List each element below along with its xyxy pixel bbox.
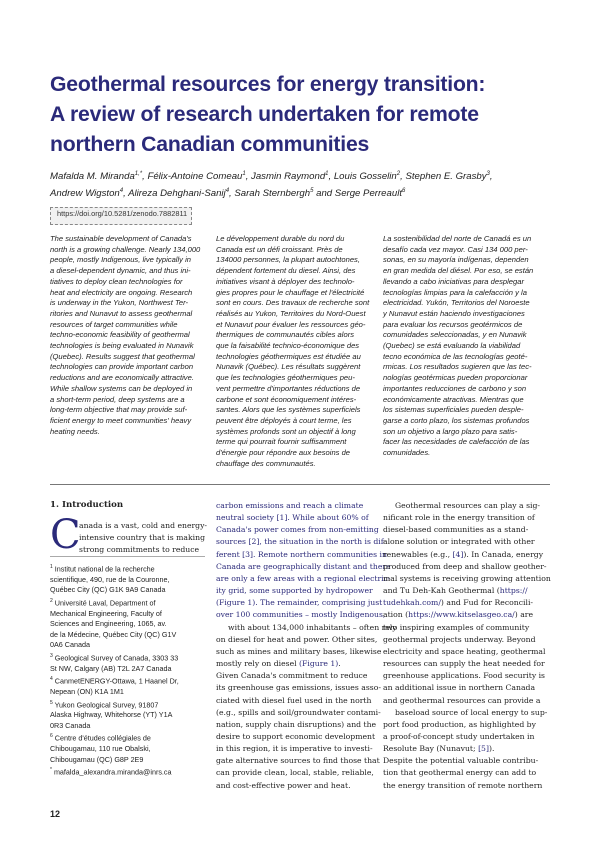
abstract-line: peuvent être déployés à court terme, les (216, 415, 352, 425)
body-line: ation (https://www.kitselasgeo.ca/) are (383, 610, 534, 620)
title-line: A review of research undertaken for remote (50, 103, 479, 126)
footnote-line: 0R3 Canada (50, 720, 91, 730)
footnote-line: Alaska Highway, Whitehorse (YT) Y1A (50, 710, 173, 720)
abstract-line: Le développement durable du nord du (216, 234, 345, 243)
body-line: Geothermal resources can play a sig- (395, 501, 541, 510)
footnote-line: $^3$ Geological Survey of Canada, 3303 33 (50, 652, 179, 663)
footnote-line: $^1$ Institut national de la recherche (50, 564, 155, 574)
footnote-line: * mafalda_alexandra.miranda@inrs.ca (50, 767, 172, 777)
abstract-line: garse a corto plazo, los sistemas profundos (383, 415, 530, 425)
footnote-line: Mechanical Engineering, Faculty of (50, 608, 162, 618)
footnote-line: $^6$ Centre d'études collégiales de (50, 733, 151, 743)
body-line: two inspiring examples of community (383, 622, 530, 632)
body-line: nation, supply chain disruptions) and the (216, 719, 377, 729)
body-line: Despite the potential valuable contribu- (383, 756, 539, 766)
body-line: its greenhouse gas emissions, issues asso- (216, 683, 381, 693)
abstract-line: techno-economic feasibility of geothermal (50, 330, 190, 340)
body-line: tudehkah.com/) and Fud for Reconcili- (383, 598, 534, 608)
body-line: neutral society [1]. While about 60% of (216, 513, 369, 523)
body-line: (e.g., spills and soil/groundwater contami- (216, 707, 381, 717)
abstract-line: La sostenibilidad del norte de Canadá es un (383, 234, 532, 243)
footnote-line: de la Médecine, Québec City (QC) G1V (50, 629, 177, 639)
affiliation-footnotes (50, 562, 210, 778)
section-divider (50, 484, 550, 485)
abstract-line: initiatives visant à déployer des technolo- (216, 276, 355, 286)
body-line: over 100 communities – mostly Indigenous, (216, 610, 386, 620)
abstract-line: económicamente atractivas. Mientras que (383, 394, 524, 404)
abstract-line: en gran medida del diésel. Por eso, se están (383, 266, 534, 276)
author-line: Mafalda M. Miranda$^{1,*}$, Félix-Antoine Comeau$^1$, Jasmin Raymond$^1$, Louis Gosselin$^2$, Stephen E. Grasby$^3$, (50, 171, 493, 183)
abstract-line: ritories and Nunavut to assess geothermal (50, 308, 193, 318)
abstract-line: comunidades seleccionadas, y en Nunavik (383, 330, 527, 340)
body-line: ciated with diesel fuel used in the north (216, 695, 372, 705)
body-line: produced from deep and shallow geother- (383, 561, 547, 571)
abstract-line: sonas, en su mayoría indígenas, dependen (383, 255, 529, 265)
abstract-line: chauffage des communautés. (216, 458, 316, 468)
abstract-line: people, mostly Indigenous, live typically in (50, 255, 191, 265)
abstract-line: a diesel-dependent dynamic, and thus ini- (50, 266, 191, 276)
abstract-line: The sustainable development of Canada's (50, 234, 192, 243)
body-line: desire to support economic development (216, 731, 376, 741)
abstract-line: nologías geotérmicas pueden proporcionar (383, 373, 528, 383)
body-line: Resolute Bay (Nunavut; [5]). (383, 744, 495, 754)
body-line: and cost-effective power and heat. (216, 780, 351, 790)
abstract-line: dépendent fortement du diesel. Ainsi, des (216, 266, 356, 276)
body-line: Canada are geographically distant and there (216, 561, 391, 571)
abstract-line: para evaluar los recursos geotérmicos de (383, 319, 523, 329)
body-line: tion that geothermal energy can add to (383, 768, 537, 778)
abstract-line: tiatives to deploy clean technologies for (50, 276, 183, 286)
body-line: baseload source of local energy to sup- (395, 707, 548, 717)
footnote-line: $^4$ CanmetENERGY-Ottawa, 1 Haanel Dr, (50, 676, 179, 686)
abstract-line: importantes reducciones de carbono y son (383, 383, 527, 393)
abstract-line: 134000 personnes, la plupart autochtones, (216, 255, 360, 265)
page-number: 12 (50, 809, 61, 819)
abstract-line: ficient energy to meet communities' heavy (50, 415, 192, 425)
body-line: are only a few areas with a regional electric- (216, 573, 391, 583)
abstract-line: vent permettre d'importantes réductions de (216, 383, 361, 393)
footnote-line: scientifique, 490, rue de la Couronne, (50, 574, 170, 584)
abstract-line: technologies is being evaluated in Nunavik (50, 341, 194, 351)
title-line: northern Canadian communities (50, 133, 370, 156)
body-line: the energy transition of remote northern (383, 780, 543, 790)
body-line: nificant role in the energy transition of (383, 513, 535, 523)
title-line: Geothermal resources for energy transition: (50, 73, 486, 96)
body-line: port food production, as highlighted by (383, 719, 536, 729)
abstract-line: north is a growing challenge. Nearly 134,000 (50, 244, 201, 254)
abstract-line: technologies can provide important carbon (50, 362, 194, 372)
body-line: in this region, it is imperative to investi- (216, 744, 373, 754)
body-line: a proof-of-concept study undertaken in (383, 731, 535, 741)
intro-column-1 (50, 520, 210, 556)
body-line: can provide clean, local, stable, reliable, (216, 768, 374, 778)
abstract-line: desafío cada vez mayor. Casi 134 000 per- (383, 244, 528, 254)
abstract-line: (Quebec) se está evaluando la viabilidad (383, 341, 521, 351)
body-line: an additional issue in northern Canada (383, 683, 536, 693)
abstract-line: systèmes profonds sont un objectif à long (216, 426, 356, 436)
paper-title (50, 70, 570, 160)
abstract-line: a short-term period, deep systems are a (50, 394, 185, 404)
abstract-line: facer las necesidades de calefacción de las (383, 437, 530, 447)
body-line: diesel-based communities as a stand- (383, 525, 529, 535)
abstract-line: heating needs. (50, 426, 100, 436)
abstract-line: que les technologies géothermiques peu- (216, 373, 355, 383)
abstract-line: tecno económica de las tecnologías geoté- (383, 351, 528, 361)
body-line: gate alternative sources to find those that (216, 756, 380, 766)
body-line: mostly rely on diesel (Figure 1). (216, 659, 341, 669)
abstract-line: santes. Alors que les systèmes superficiels (216, 405, 361, 415)
body-line: Canada's power comes from non-emitting (216, 525, 379, 535)
abstract-line: reductions and are economically attractive. (50, 373, 194, 383)
body-line: and geothermal resources can provide a (383, 695, 541, 705)
footnote-line: Nepean (ON) K1A 1M1 (50, 687, 124, 697)
abstract-line: gies propres pour le chauffage et l'électricité (216, 287, 365, 297)
footnote-line: St NW, Calgary (AB) T2L 2A7 Canada (50, 663, 172, 673)
section-heading: 1. Introduction (50, 500, 124, 510)
body-line: with about 134,000 inhabitants – often rely (228, 622, 397, 632)
abstract-line: resources of target communities while (50, 319, 178, 329)
abstract-line: los sistemas superficiales pueden desple- (383, 405, 524, 415)
body-line: greenhouse applications. Food security is (383, 671, 546, 681)
body-line: ity grid, some supported by hydropower (216, 586, 373, 596)
abstract-spanish (383, 234, 538, 459)
author-list (50, 167, 570, 202)
intro-column-2 (216, 500, 397, 792)
abstract-line: son un objetivo a largo plazo para satis- (383, 426, 518, 436)
abstract-line: heat and electricity are ongoing. Research (50, 287, 193, 297)
abstract-line: rmicas. Los resultados sugieren que las tec- (383, 362, 532, 372)
footnote-line: $^2$ Université Laval, Department of (50, 597, 156, 608)
abstract-english (50, 234, 205, 437)
abstract-line: Canada est un défi croissant. Près de (216, 244, 343, 254)
abstract-line: thermiques de communautés cibles alors (216, 330, 355, 340)
abstract-line: is underway in the Yukon, Northwest Ter- (50, 298, 189, 308)
body-line: electricity and space heating, geothermal (383, 646, 546, 656)
intro-column-3 (383, 500, 551, 792)
abstract-french (216, 234, 371, 469)
abstract-line: y Nunavut están haciendo investigaciones (383, 308, 525, 318)
body-line: renewables (e.g., [4]). In Canada, energy (383, 549, 544, 559)
footnote-line: $^5$ Yukon Geological Survey, 91807 (50, 699, 159, 709)
abstract-line: (Quebec). Results suggest that geothermal (50, 351, 195, 361)
body-line: geothermal projects underway. Beyond (383, 634, 536, 644)
abstract-line: d'énergie pour répondre aux besoins de (216, 448, 351, 458)
footnote-line: 0A6 Canada (50, 640, 90, 650)
body-line: on diesel for heat and power. Other sites, (216, 634, 378, 644)
body-line: intensive country that is making (79, 533, 205, 543)
abstract-line: carbone et sont économiquement intéres- (216, 394, 357, 404)
abstract-line: comunidades. (383, 448, 431, 458)
abstract-line: réalisés au Yukon, Territoires du Nord-Ouest (216, 308, 366, 318)
abstract-line: terme qui pourrait fournir suffisamment (216, 437, 347, 447)
abstract-line: While shallow systems can be deployed in (50, 383, 193, 393)
body-line: and Tu Deh-Kah Geothermal (https:// (383, 586, 528, 596)
abstract-line: que la faisabilité technico-économique des (216, 341, 360, 351)
author-line: Andrew Wigston$^4$, Alireza Dehghani-Sanij$^4$, Sarah Sternbergh$^5$ and Serge Perreault$^6$ (50, 188, 406, 200)
body-line: anada is a vast, cold and energy- (79, 521, 208, 530)
body-line: carbon emissions and reach a climate (216, 501, 364, 510)
doi-link[interactable]: https://doi.org/10.5281/zenodo.7882811 (57, 209, 188, 218)
abstract-line: tecnologías limpias para la calefacción y la (383, 287, 527, 297)
footnote-rule (50, 556, 205, 557)
abstract-line: Nunavik (Québec). Les résultats suggèrent (216, 362, 361, 372)
footnote-line: Chibougamau (QC) G8P 2E9 (50, 754, 144, 764)
footnote-line: Chibougamau, 110 rue Obalski, (50, 744, 151, 754)
body-line: strong commitments to reduce (79, 545, 200, 555)
body-line: mal systems is receiving growing attention (383, 573, 551, 583)
body-line: resources can supply the heat needed for (383, 659, 545, 669)
footnote-line: Sciences and Engineering, 1065, av. (50, 619, 167, 629)
body-line: such as mines and military bases, likewise (216, 646, 382, 656)
abstract-line: technologies géothermiques est étudiée au (216, 351, 361, 361)
body-line: alone solution or integrated with other (383, 537, 535, 547)
abstract-line: long-term objective that may provide suf- (50, 405, 188, 415)
drop-cap: C (50, 512, 81, 558)
abstract-line: llevando a cabo iniciativas para desplegar (383, 276, 524, 286)
body-line: (Figure 1). The remainder, comprising just (216, 598, 383, 608)
body-line: Given Canada's commitment to reduce (216, 671, 368, 681)
footnote-line: Québec City (QC) G1K 9A9 Canada (50, 585, 166, 595)
abstract-line: et Nunavut pour évaluer les ressources géo- (216, 319, 366, 329)
abstract-line: sont en cours. Des travaux de recherche sont (216, 298, 370, 308)
body-line: ferent [3]. Remote northern communities in (216, 549, 387, 559)
body-line: sources [2], the situation in the north is dif- (216, 537, 386, 547)
abstract-line: electricidad. Yukón, Territorios del Noroeste (383, 298, 530, 308)
